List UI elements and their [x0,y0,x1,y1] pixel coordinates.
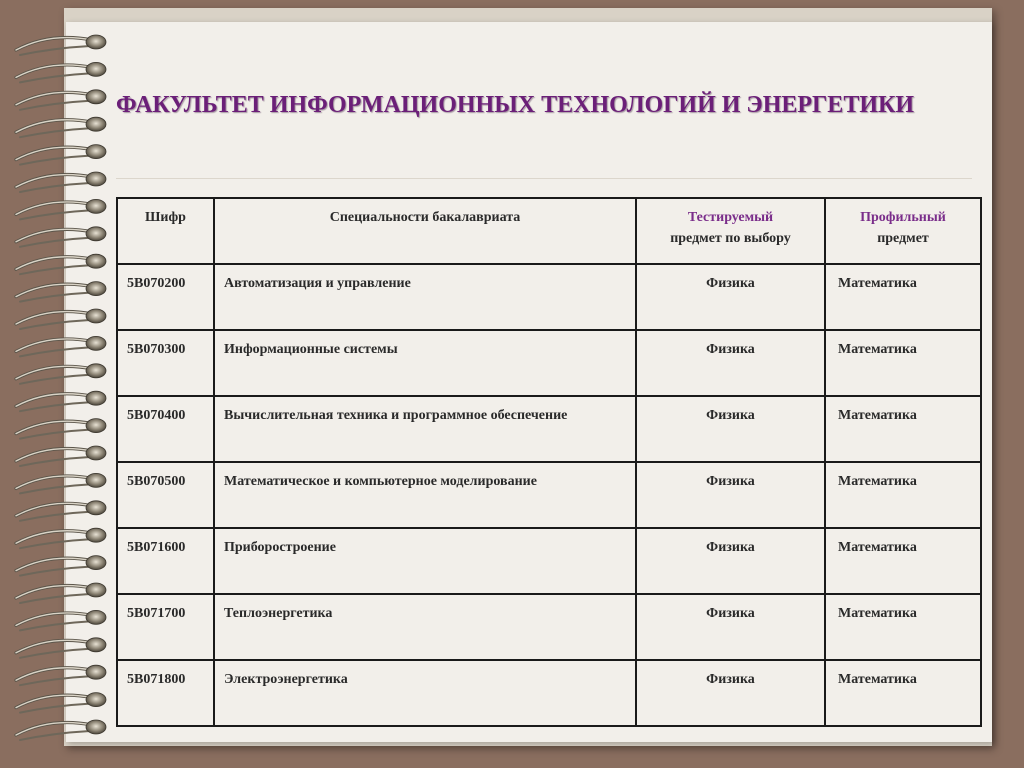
cell-profile-subject: Математика [825,330,981,396]
binding-ring [16,282,106,302]
cell-code: 5В071600 [117,528,214,594]
binding-ring [16,227,106,247]
cell-specialty: Вычислительная техника и программное обеспечение [214,396,636,462]
cell-tested-subject: Физика [636,264,825,330]
table-row [117,594,981,660]
binding-ring [16,336,106,356]
binding-ring [16,254,106,274]
table-row [117,396,981,462]
cell-tested-subject: Физика [636,660,825,726]
table-row [117,528,981,594]
binding-ring [16,556,106,576]
divider-line [116,178,972,179]
cell-code: 5В070500 [117,462,214,528]
binding-ring [16,117,106,137]
cell-profile-subject: Математика [825,396,981,462]
binding-ring [16,665,106,685]
cell-specialty: Автоматизация и управление [214,264,636,330]
cell-specialty: Математическое и компьютерное моделирование [214,462,636,528]
cell-profile-subject: Математика [825,528,981,594]
binding-ring [16,693,106,713]
cell-tested-subject: Физика [636,330,825,396]
header-tested-subject [636,198,825,264]
cell-profile-subject: Математика [825,660,981,726]
table-header-row [117,198,981,264]
cell-profile-subject: Математика [825,462,981,528]
header-specialty: Специальности бакалавриата [214,198,636,264]
header-profile-subject [825,198,981,264]
binding-ring [16,364,106,384]
binding-ring [16,583,106,603]
binding-ring [16,638,106,658]
cell-code: 5В071700 [117,594,214,660]
cell-specialty: Теплоэнергетика [214,594,636,660]
table-row [117,660,981,726]
binding-ring [16,610,106,630]
cell-profile-subject: Математика [825,594,981,660]
cell-code: 5В070400 [117,396,214,462]
cell-code: 5В071800 [117,660,214,726]
binding-ring [16,501,106,521]
specialties-table [116,197,982,727]
binding-ring [16,720,106,740]
binding-ring [16,35,106,55]
cell-specialty: Информационные системы [214,330,636,396]
cell-tested-subject: Физика [636,594,825,660]
header-code: Шифр [117,198,214,264]
cell-tested-subject: Физика [636,528,825,594]
header-tested-line1: Тестируемый [687,210,774,225]
spiral-binding-icon [10,30,120,750]
table-row [117,330,981,396]
binding-ring [16,90,106,110]
header-tested-line2: предмет по выбору [670,231,791,246]
cell-specialty: Приборостроение [214,528,636,594]
binding-ring [16,391,106,411]
binding-ring [16,145,106,165]
binding-ring [16,473,106,493]
cell-profile-subject: Математика [825,264,981,330]
binding-ring [16,172,106,192]
binding-ring [16,528,106,548]
cell-tested-subject: Физика [636,396,825,462]
table-row [117,462,981,528]
binding-ring [16,62,106,82]
header-profile-line1: Профильный [860,210,946,225]
cell-specialty: Электроэнергетика [214,660,636,726]
binding-ring [16,199,106,219]
header-profile-line2: предмет [877,231,929,246]
cell-code: 5В070300 [117,330,214,396]
page-title: ФАКУЛЬТЕТ ИНФОРМАЦИОННЫХ ТЕХНОЛОГИЙ И ЭНЕРГЕТИКИ [116,92,915,118]
binding-ring [16,419,106,439]
cell-tested-subject: Физика [636,462,825,528]
table-row [117,264,981,330]
binding-ring [16,446,106,466]
cell-code: 5В070200 [117,264,214,330]
binding-ring [16,309,106,329]
